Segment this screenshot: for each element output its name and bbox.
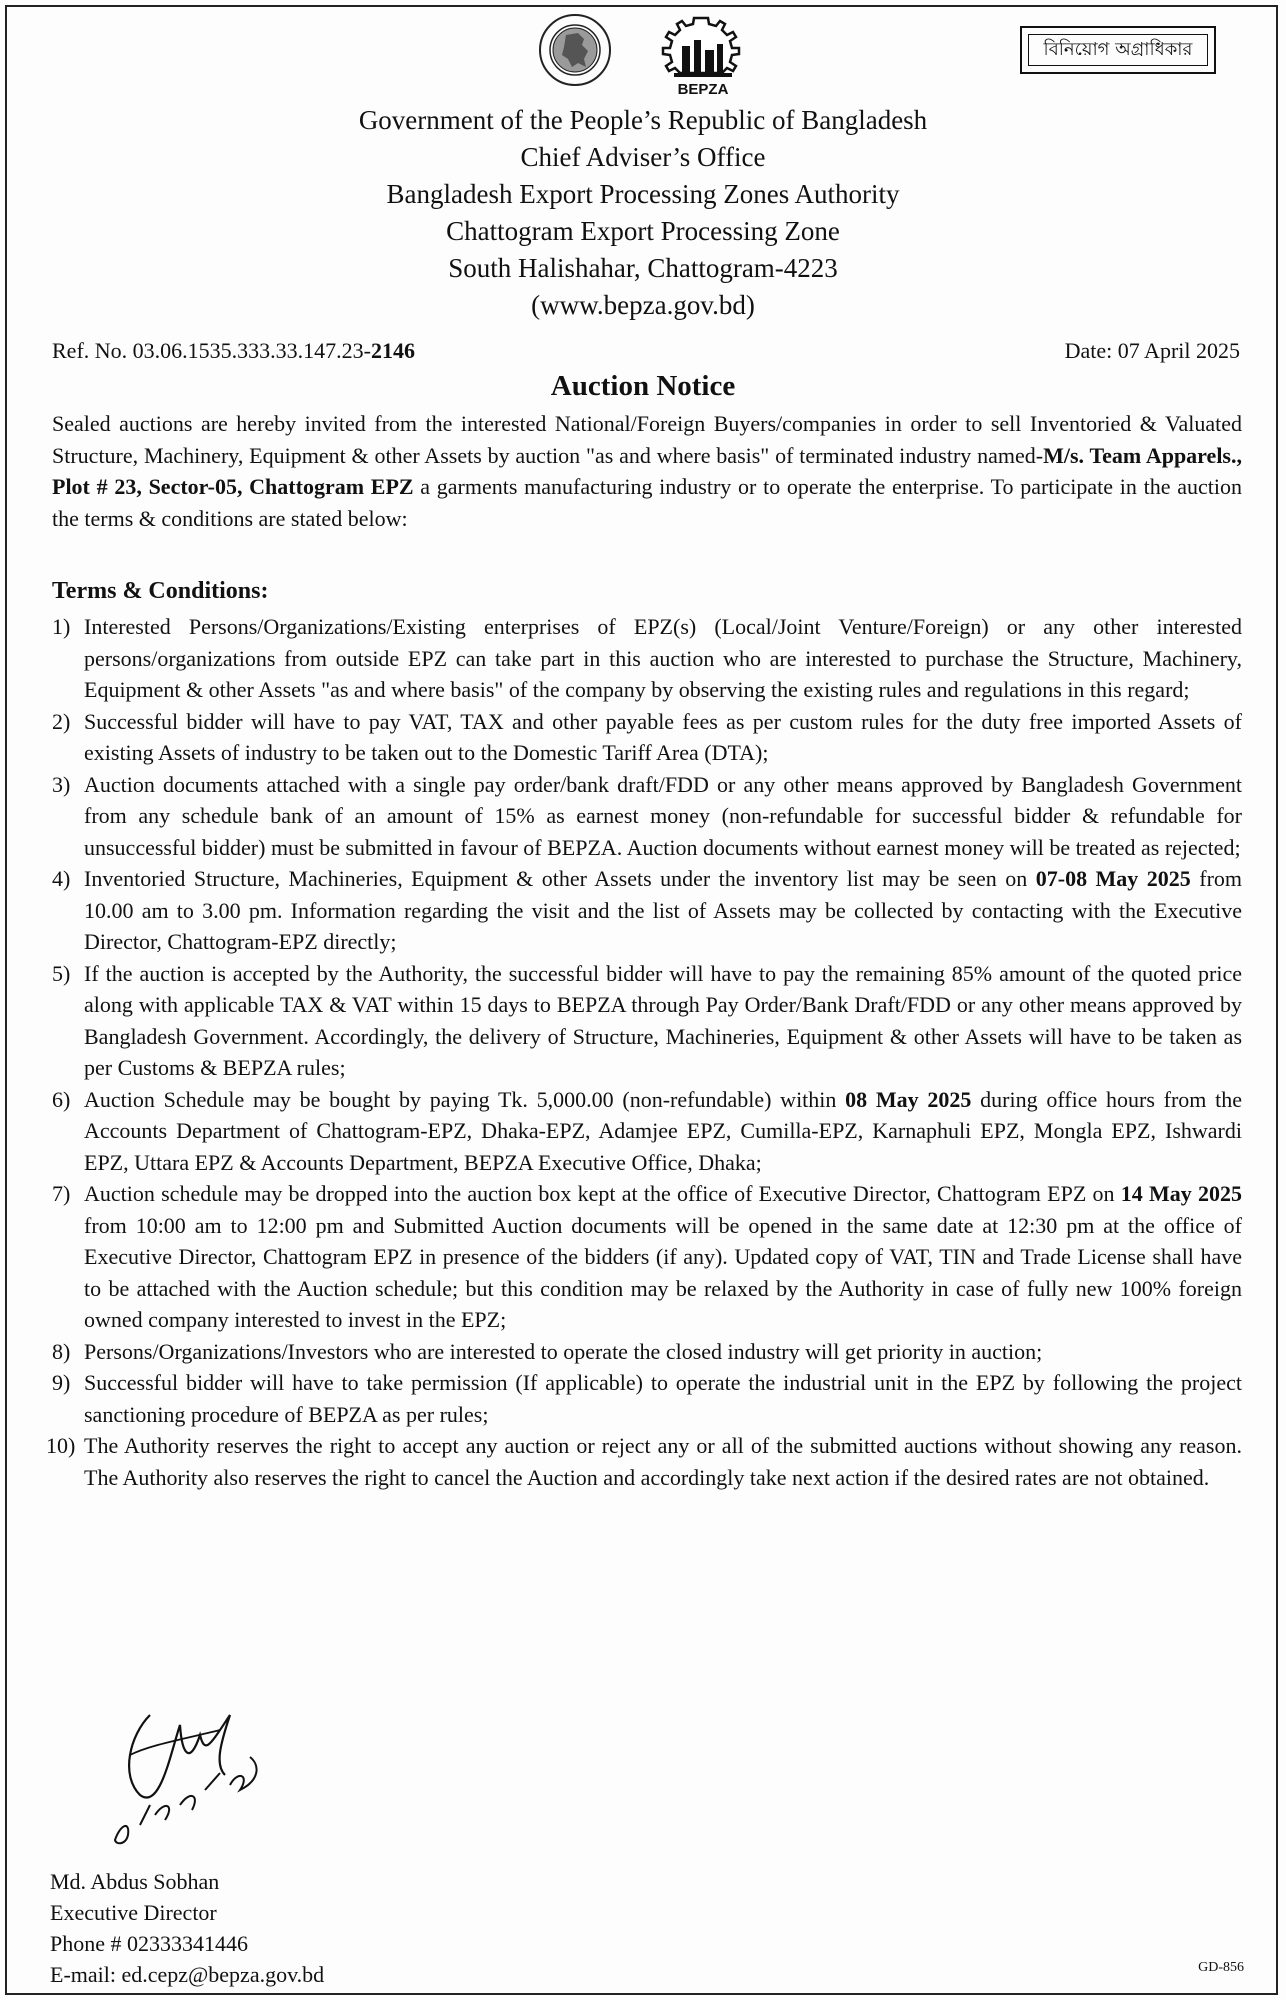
term-text: The Authority reserves the right to accept any auction or reject any or all of the submitted auctions without showing any reason. The Authority also reserves the right to cancel the Auction and accordingly take next action if the desired rates are not obtained. [84, 1433, 1242, 1490]
term-item [52, 769, 1242, 864]
letterhead [0, 102, 1286, 324]
term-number: 1) [52, 614, 71, 639]
term-text: during office hours from the Accounts Department of Chattogram-EPZ, Dhaka-EPZ, Adamjee EPZ, Cumilla-EPZ, Karnaphuli EPZ, Mongla EPZ, Ishwardi EPZ, Uttara EPZ & Accounts Department, BEPZA Executive Office, Dhaka; [84, 1086, 1243, 1175]
term-item [52, 1084, 1242, 1179]
term-number: 10) [46, 1433, 76, 1458]
header-line: Chattogram Export Processing Zone [446, 216, 840, 246]
header-line: Bangladesh Export Processing Zones Authority [386, 179, 900, 209]
term-item [52, 863, 1242, 958]
term-number: 5) [52, 960, 71, 986]
term-text: If the auction is accepted by the Authority, the successful bidder will have to pay the remaining 85% amount of the quoted price along with applicable TAX & VAT within 15 days to BEPZA through Pay Order/Bank Draft/FDD or any other means approved by Bangladesh Government. Accordingly, the delivery of Structure, Machineries, Equipment & other Assets will have to be taken as per Customs & BEPZA rules; [84, 960, 1242, 1080]
term-text: Successful bidder will have to take permission (If applicable) to operate the industrial unit in the EPZ by following the project sanctioning procedure of BEPZA as per rules; [84, 1370, 1242, 1427]
term-highlight: 07-08 May 2025 [1035, 866, 1191, 891]
ref-prefix: Ref. No. 03.06.1535.333.33.147.23- [52, 338, 371, 363]
term-text: Auction documents attached with a single pay order/bank draft/FDD or any other means approved by Bangladesh Government from any schedule bank of an amount of 15% as earnest money (non-refundable for successful bidder & refundable for unsuccessful bidder) must be submitted in favour of BEPZA. Auction documents without earnest money will be treated as rejected; [84, 771, 1242, 860]
term-text: Successful bidder will have to pay VAT, TAX and other payable fees as per custom rules for the duty free imported Assets of existing Assets of industry to be taken out to the Domestic Tariff Area (DTA); [84, 708, 1242, 765]
term-text: Persons/Organizations/Investors who are interested to operate the closed industry will get priority in auction; [84, 1338, 1043, 1364]
term-highlight: 14 May 2025 [1120, 1181, 1242, 1206]
government-seal-icon [538, 13, 612, 87]
investment-priority-badge [1020, 26, 1216, 74]
term-number: 6) [52, 1086, 71, 1112]
badge-label: বিনিয়োগ অগ্রাধিকার [1028, 34, 1208, 66]
bepza-logo-label: BEPZA [677, 81, 729, 98]
header-line: Chief Adviser’s Office [520, 142, 766, 172]
document-code: GD-856 [1198, 1960, 1244, 1975]
term-item [52, 706, 1242, 769]
term-number: 3) [52, 771, 71, 797]
term-number: 2) [52, 708, 71, 734]
signer-phone: Phone # 02333341446 [50, 1931, 248, 1956]
term-text: Interested Persons/Organizations/Existing enterprises of EPZ(s) (Local/Joint Venture/Foreign) or any other interested persons/organizations from outside EPZ can take part in this auction who are interested to purchase the Structure, Machinery, Equipment & other Assets "as and where basis" of the company by observing the existing rules and regulations in this regard; [84, 614, 1242, 702]
term-text: Auction Schedule may be bought by paying Tk. 5,000.00 (non-refundable) within [84, 1086, 846, 1112]
page-title: Auction Notice [550, 370, 736, 402]
notice-date: Date: 07 April 2025 [1064, 338, 1240, 363]
term-number: 4) [52, 866, 71, 891]
handwritten-signature [110, 1695, 310, 1845]
term-text: Auction schedule may be dropped into the auction box kept at the office of Executive Director, Chattogram EPZ on [84, 1181, 1121, 1206]
term-text: Inventoried Structure, Machineries, Equipment & other Assets under the inventory list may be seen on [84, 866, 1036, 891]
reference-number [52, 338, 415, 364]
header-line: South Halishahar, Chattogram-4223 [448, 253, 838, 283]
company-name: M/s. Team Apparels., Plot # 23, Sector-05, Chattogram EPZ [52, 442, 1242, 499]
term-item [52, 611, 1242, 706]
term-item [46, 1430, 1242, 1493]
intro-text: a garments manufacturing industry or to operate the enterprise. To participate in the auction the terms & conditions are stated below: [52, 474, 1242, 531]
ref-number: 2146 [370, 338, 415, 363]
term-text: from 10:00 am to 12:00 pm and Submitted Auction documents will be opened in the same date at 12:30 pm at the office of Executive Director, Chattogram EPZ in presence of the bidders (if any). Updated copy of VAT, TIN and Trade License shall have to be attached with the Auction schedule; but this condition may be relaxed by the Authority in case of fully new 100% foreign owned company interested to invest in the EPZ; [84, 1212, 1242, 1332]
term-number: 8) [52, 1338, 71, 1364]
term-item [52, 1367, 1242, 1430]
terms-heading: Terms & Conditions: [52, 578, 269, 604]
terms-list [46, 611, 1243, 1493]
intro-text: Sealed auctions are hereby invited from the interested National/Foreign Buyers/companies in order to sell Inventoried & Valuated Structure, Machinery, Equipment & other Assets by auction "as and where basis" of terminated industry named- [52, 411, 1242, 468]
bepza-logo-icon [650, 12, 756, 98]
header-line-website: (www.bepza.gov.bd) [531, 290, 755, 320]
signer-email: E-mail: ed.cepz@bepza.gov.bd [50, 1962, 325, 1987]
term-item [52, 1336, 1242, 1368]
signer-name: Md. Abdus Sobhan [50, 1869, 220, 1894]
term-number: 9) [52, 1370, 71, 1395]
signer-block [50, 1866, 324, 1990]
term-item [52, 958, 1242, 1084]
signer-designation: Executive Director [50, 1900, 217, 1925]
term-text: from 10.00 am to 3.00 pm. Information regarding the visit and the list of Assets may be collected by contacting with the Executive Director, Chattogram-EPZ directly; [84, 866, 1243, 954]
term-item [52, 1178, 1242, 1336]
header-line: Government of the People’s Republic of Bangladesh [358, 105, 928, 135]
intro-paragraph [52, 408, 1242, 534]
term-number: 7) [52, 1181, 71, 1206]
term-highlight: 08 May 2025 [845, 1086, 972, 1112]
